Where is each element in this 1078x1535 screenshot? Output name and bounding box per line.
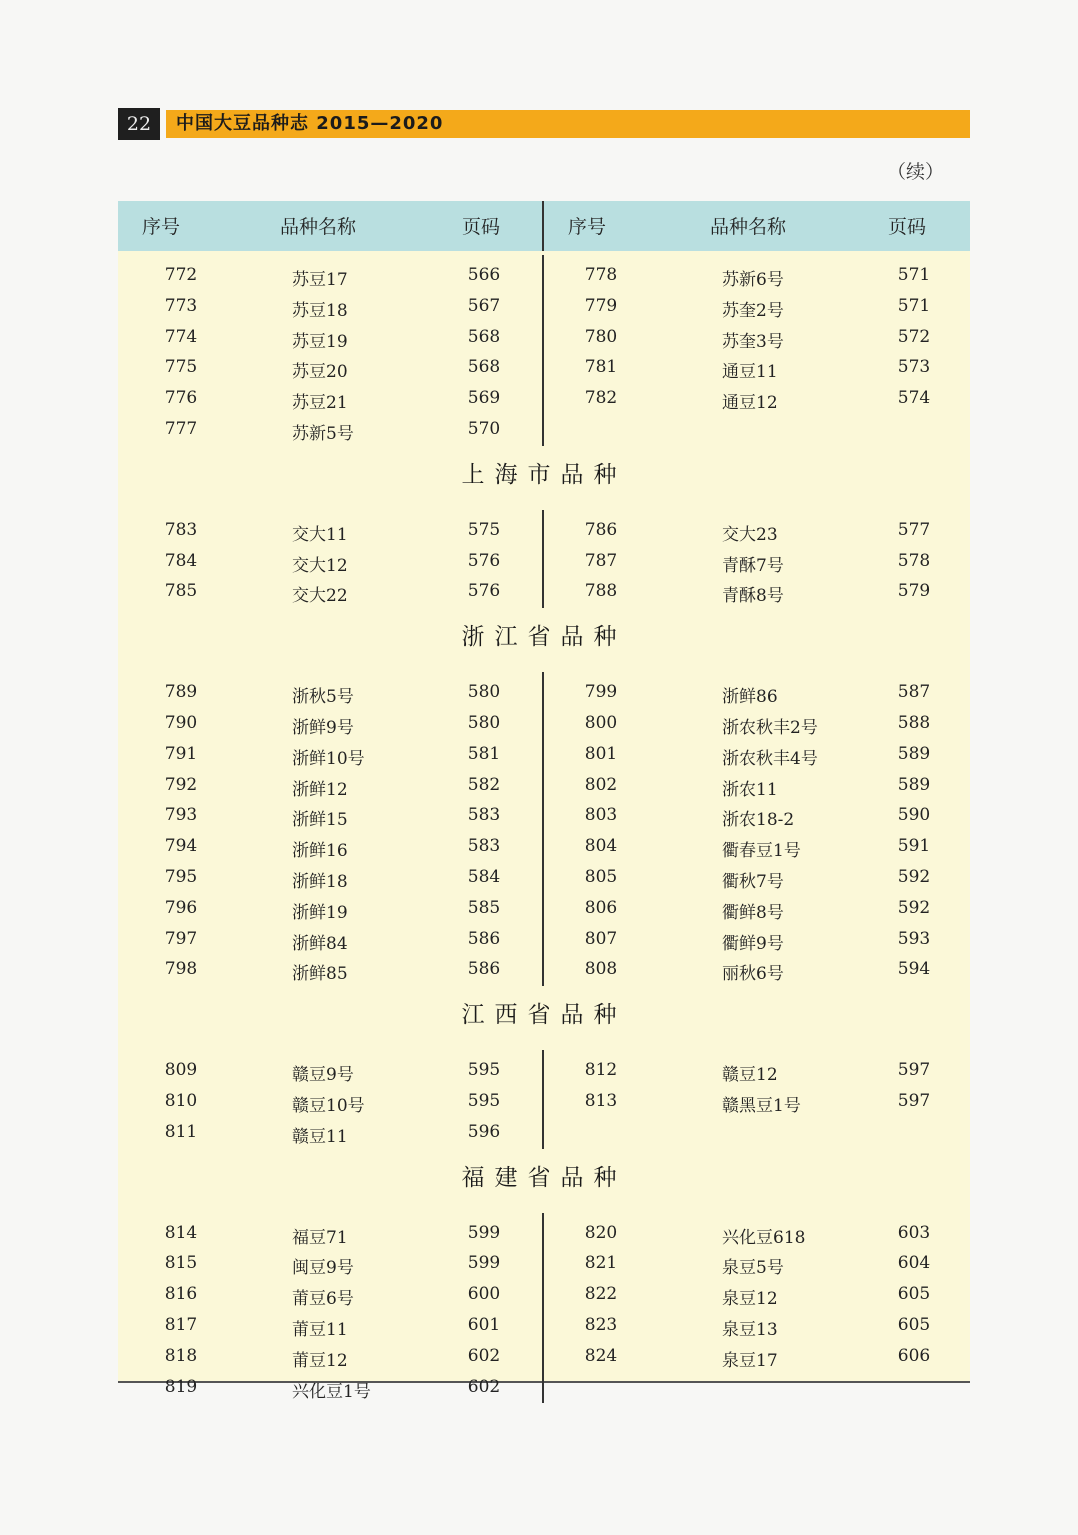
cell-page: 576 [467,581,501,602]
cell-page: 571 [897,295,931,316]
cell-name: 苏奎2号 [722,300,784,321]
cell-num: 818 [164,1345,198,1366]
cell-num: 776 [164,388,198,409]
cell-page: 578 [897,550,931,571]
cell-page: 592 [897,867,931,887]
variety-index-table [118,201,970,1402]
column-divider [542,672,544,986]
cell-name: 交大22 [292,586,348,607]
cell-page: 587 [897,682,931,703]
cell-name: 丽秋6号 [722,964,784,985]
cell-name: 浙鲜18 [292,872,348,892]
cell-num: 807 [584,928,618,949]
cell-page: 592 [897,897,931,918]
cell-name: 通豆11 [722,362,778,383]
cell-num: 811 [164,1121,198,1142]
cell-name: 赣豆9号 [292,1065,354,1086]
cell-name: 浙鲜85 [292,964,348,985]
cell-num: 774 [164,326,198,347]
section-title: 上海市品种 [461,461,627,488]
cell-name: 苏豆21 [292,393,348,414]
cell-name: 泉豆5号 [722,1258,784,1279]
cell-name: 浙鲜16 [292,841,348,862]
cell-num: 794 [164,836,198,857]
table-header [118,201,970,251]
cell-num: 817 [164,1315,198,1335]
cell-name: 衢鲜8号 [722,902,784,923]
cell-name: 泉豆13 [722,1320,778,1340]
cell-name: 赣豆10号 [292,1096,365,1116]
cell-page: 570 [467,419,501,439]
cell-num: 801 [584,743,618,764]
cell-num: 802 [584,774,618,795]
cell-page: 584 [467,867,501,887]
column-divider [542,1213,544,1404]
cell-page: 594 [897,959,931,980]
cell-num: 810 [164,1091,198,1111]
cell-name: 兴化豆618 [722,1227,806,1248]
cell-page: 575 [467,519,501,540]
cell-num: 795 [164,867,198,887]
cell-num: 799 [584,682,618,703]
cell-page: 568 [467,326,501,347]
cell-page: 588 [897,713,931,733]
cell-num: 796 [164,897,198,918]
cell-num: 822 [584,1284,618,1305]
cell-name: 交大23 [722,524,778,545]
cell-num: 777 [164,419,198,439]
cell-name: 浙鲜84 [292,933,348,954]
cell-num: 780 [584,326,618,347]
cell-num: 820 [584,1222,618,1243]
cell-name: 苏新6号 [722,270,784,290]
cell-page: 590 [897,805,931,826]
cell-name: 衢春豆1号 [722,841,801,862]
cell-name: 闽豆9号 [292,1258,354,1279]
cell-num: 805 [584,867,618,887]
cell-name: 赣黑豆1号 [722,1096,801,1116]
cell-name: 交大11 [292,524,348,545]
cell-num: 800 [584,713,618,733]
cell-num: 808 [584,959,618,980]
cell-name: 苏豆19 [292,331,348,352]
cell-page: 600 [467,1284,501,1305]
cell-page: 581 [467,743,501,764]
cell-page: 605 [897,1315,931,1335]
cell-name: 兴化豆1号 [292,1381,371,1402]
col-header-name-right: 品种名称 [710,216,787,238]
cell-name: 浙鲜12 [292,779,348,800]
cell-num: 785 [164,581,198,602]
cell-name: 浙农秋丰2号 [722,718,818,738]
col-header-page-left: 页码 [462,216,501,238]
cell-page: 571 [897,265,931,285]
cell-page: 589 [897,743,931,764]
cell-page: 597 [897,1060,931,1081]
cell-page: 602 [467,1376,501,1397]
cell-page: 574 [897,388,931,409]
cell-page: 603 [897,1222,931,1243]
cell-page: 580 [467,682,501,703]
section-title: 江西省品种 [461,1002,627,1029]
cell-name: 浙秋5号 [292,687,354,708]
cell-num: 814 [164,1222,198,1243]
cell-name: 福豆71 [292,1227,348,1248]
cell-page: 595 [467,1060,501,1081]
cell-page: 602 [467,1345,501,1366]
header-divider [542,201,544,251]
cell-num: 775 [164,357,198,378]
cell-num: 789 [164,682,198,703]
cell-page: 599 [467,1222,501,1243]
cell-num: 779 [584,295,618,316]
cell-name: 苏豆17 [292,270,348,290]
cell-name: 苏豆20 [292,362,348,383]
cell-page: 589 [897,774,931,795]
cell-page: 585 [467,897,501,918]
cell-num: 784 [164,550,198,571]
cell-name: 莆豆6号 [292,1289,354,1310]
cell-name: 泉豆12 [722,1289,778,1310]
cell-name: 苏豆18 [292,300,348,321]
cell-name: 衢鲜9号 [722,933,784,954]
cell-num: 797 [164,928,198,949]
cell-page: 593 [897,928,931,949]
cell-name: 浙鲜15 [292,810,348,831]
cell-name: 苏奎3号 [722,331,784,352]
cell-num: 806 [584,897,618,918]
section-title: 浙江省品种 [461,624,627,651]
cell-num: 781 [584,357,618,378]
cell-name: 浙农秋丰4号 [722,748,818,769]
cell-page: 566 [467,265,501,285]
cell-num: 773 [164,295,198,316]
cell-name: 赣豆12 [722,1065,778,1086]
cell-page: 582 [467,774,501,795]
column-divider [542,510,544,608]
cell-page: 583 [467,805,501,826]
cell-page: 596 [467,1121,501,1142]
cell-name: 浙鲜19 [292,902,348,923]
cell-page: 572 [897,326,931,347]
cell-page: 604 [897,1253,931,1274]
col-header-name-left: 品种名称 [280,216,357,238]
cell-name: 浙鲜10号 [292,748,365,769]
cell-num: 816 [164,1284,198,1305]
cell-num: 791 [164,743,198,764]
cell-page: 599 [467,1253,501,1274]
cell-page: 573 [897,357,931,378]
cell-page: 606 [897,1345,931,1366]
cell-page: 601 [467,1315,501,1335]
cell-page: 597 [897,1091,931,1111]
cell-num: 778 [584,265,618,285]
cell-num: 821 [584,1253,618,1274]
cell-num: 809 [164,1060,198,1081]
cell-name: 浙农11 [722,779,778,800]
section-title: 福建省品种 [461,1164,627,1191]
cell-page: 595 [467,1091,501,1111]
cell-name: 交大12 [292,555,348,576]
column-divider [542,255,544,446]
cell-num: 815 [164,1253,198,1274]
cell-page: 605 [897,1284,931,1305]
cell-page: 580 [467,713,501,733]
cell-page: 568 [467,357,501,378]
cell-name: 青酥7号 [722,555,784,576]
cell-num: 786 [584,519,618,540]
cell-page: 576 [467,550,501,571]
cell-name: 苏新5号 [292,424,354,444]
cell-name: 赣豆11 [292,1126,348,1147]
cell-name: 泉豆17 [722,1350,778,1371]
col-header-page-right: 页码 [888,216,927,238]
cell-name: 浙鲜9号 [292,718,354,738]
cell-num: 790 [164,713,198,733]
cell-num: 823 [584,1315,618,1335]
cell-num: 813 [584,1091,618,1111]
cell-name: 衢秋7号 [722,872,784,892]
cell-num: 772 [164,265,198,285]
cell-num: 812 [584,1060,618,1081]
cell-page: 567 [467,295,501,316]
cell-num: 788 [584,581,618,602]
col-header-num-right: 序号 [568,216,607,238]
cell-page: 591 [897,836,931,857]
cell-num: 804 [584,836,618,857]
cell-name: 通豆12 [722,393,778,414]
cell-num: 798 [164,959,198,980]
column-divider [542,1050,544,1148]
page-header [118,108,970,140]
cell-page: 586 [467,928,501,949]
continued-label: （续） [886,161,944,183]
cell-num: 819 [164,1376,198,1397]
cell-name: 青酥8号 [722,586,784,607]
page-number: 22 [118,108,160,140]
cell-name: 浙农18-2 [722,810,795,831]
cell-page: 569 [467,388,501,409]
cell-name: 莆豆11 [292,1320,348,1340]
cell-num: 782 [584,388,618,409]
cell-num: 783 [164,519,198,540]
book-title: 中国大豆品种志 2015—2020 [166,110,970,138]
cell-page: 583 [467,836,501,857]
col-header-num-left: 序号 [142,216,181,238]
cell-num: 803 [584,805,618,826]
cell-page: 577 [897,519,931,540]
cell-page: 579 [897,581,931,602]
cell-num: 793 [164,805,198,826]
cell-num: 824 [584,1345,618,1366]
cell-page: 586 [467,959,501,980]
cell-name: 浙鲜86 [722,687,778,708]
cell-name: 莆豆12 [292,1350,348,1371]
cell-num: 787 [584,550,618,571]
cell-num: 792 [164,774,198,795]
